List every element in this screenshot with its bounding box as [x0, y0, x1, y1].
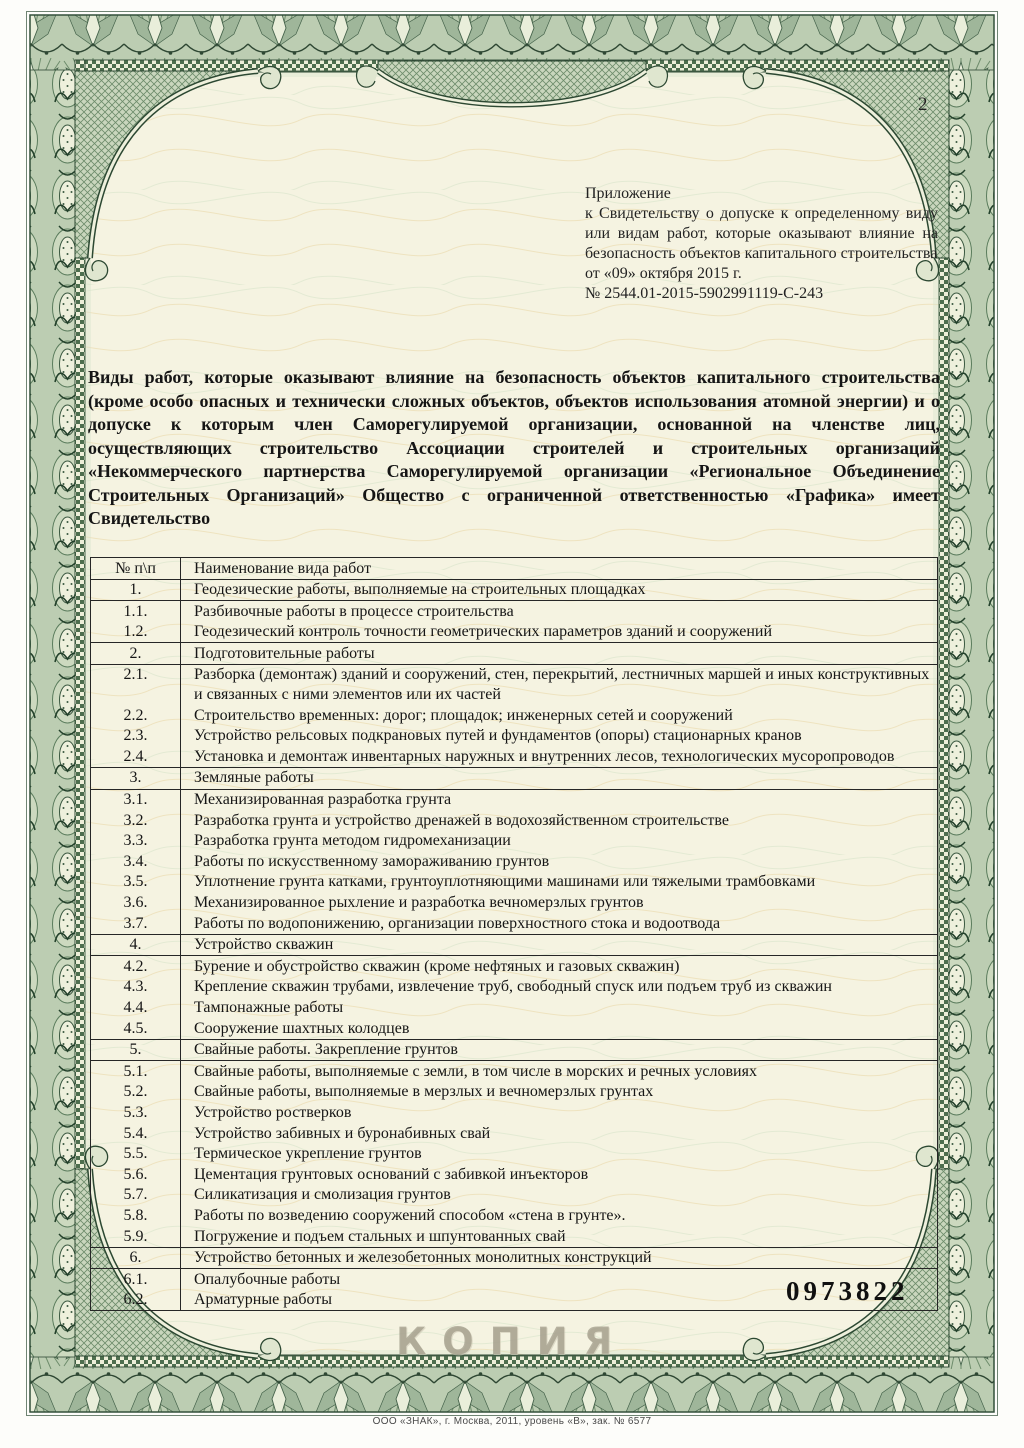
work-name-cell: Работы по водопонижению, организации поверхностного стока и водоотвода [194, 914, 721, 932]
work-name-cell: Погружение и подъем стальных и шпунтованных свай [194, 1227, 566, 1245]
row-number-cell: 3.7. [91, 913, 181, 934]
row-number-cell: 1.2. [91, 622, 181, 643]
work-row [91, 997, 938, 1018]
row-number-cell: 3.3. [91, 831, 181, 852]
printer-line: ООО «ЗНАК», г. Москва, 2011, уровень «В», зак. № 6577 [372, 1416, 652, 1427]
work-name-cell: Свайные работы. Закрепление грунтов [181, 1039, 938, 1061]
row-number-cell: 3. [91, 767, 181, 789]
appendix-number: № 2544.01-2015-5902991119-С-243 [585, 285, 824, 302]
table-header-row [91, 558, 938, 580]
work-name-cell: Установка и демонтаж инвентарных наружных и внутренних лесов, технологических мусоропроводов [194, 747, 895, 765]
row-number-cell: 5.3. [91, 1102, 181, 1123]
group-row [91, 1039, 938, 1061]
work-name-cell: Устройство бетонных и железобетонных монолитных конструкций [181, 1247, 938, 1269]
work-name-cell: Механизированное рыхление и разработка вечномерзлых грунтов [194, 894, 644, 911]
work-row [91, 789, 938, 810]
work-row [91, 1061, 938, 1082]
work-row [91, 913, 938, 934]
work-name-cell: Крепление скважин трубами, извлечение труб, свободный спуск или подъем труб из скважин [194, 978, 832, 996]
row-number-cell: 3.5. [91, 872, 181, 893]
row-number-cell: 4.2. [91, 956, 181, 977]
work-row [91, 1226, 938, 1247]
work-name-cell: Разборка (демонтаж) зданий и сооружений, стен, перекрытий, лестничных маршей и иных конструктивных и связанных с ними элементов или их частей [194, 666, 930, 704]
row-number-cell: 6.1. [91, 1269, 181, 1290]
work-name-cell: Устройство забивных и буронабивных свай [194, 1124, 491, 1142]
appendix-body: к Свидетельству о допуске к определенному виду или видам работ, которые оказывают влияние на безопасность объектов капитального строительства [585, 205, 938, 262]
statement-paragraph: Виды работ, которые оказывают влияние на безопасность объектов капитального строительства (кроме особо опасных и технически сложных объектов, объектов использования атомной энергии) и о допуске к которым член Саморегулируемой организации, основанной на членстве лиц, осуществляющих строительство Ассоциации строителей и строительных организаций «Некоммерческого партнерства Саморегулируемой организации «Региональное Объединение Строительных Организаций» Общество с ограниченной ответственностью «Графика» имеет Свидетельство [88, 367, 940, 528]
work-row [91, 1164, 938, 1185]
work-name-cell: Геодезический контроль точности геометрических параметров зданий и сооружений [194, 623, 773, 641]
work-name-cell: Устройство ростверков [194, 1103, 352, 1121]
work-name-cell: Бурение и обустройство скважин (кроме нефтяных и газовых скважин) [194, 957, 680, 975]
row-number-cell: 6. [91, 1247, 181, 1269]
work-row [91, 726, 938, 747]
work-row [91, 746, 938, 767]
work-row [91, 705, 938, 726]
column-header-name: Наименование вида работ [181, 558, 938, 580]
row-number-cell: 5.1. [91, 1061, 181, 1082]
row-number-cell: 5.7. [91, 1185, 181, 1206]
work-name-cell: Свайные работы, выполняемые в мерзлых и вечномерзлых грунтах [194, 1083, 654, 1101]
work-row [91, 977, 938, 998]
work-name-cell: Работы по возведению сооружений способом «стена в грунте». [194, 1206, 626, 1224]
row-number-cell: 2. [91, 643, 181, 665]
works-table [90, 557, 938, 1311]
work-name-cell: Устройство скважин [181, 934, 938, 956]
page-number: 2 [918, 94, 928, 115]
work-row [91, 1205, 938, 1226]
work-name-cell: Разработка грунта и устройство дренажей в водохозяйственном строительстве [194, 811, 729, 829]
row-number-cell: 5.6. [91, 1164, 181, 1185]
group-row [91, 767, 938, 789]
work-name-cell: Тампонажные работы [194, 998, 344, 1016]
work-name-cell: Геодезические работы, выполняемые на строительных площадках [181, 579, 938, 601]
row-number-cell: 4.4. [91, 997, 181, 1018]
group-row [91, 1247, 938, 1269]
work-row [91, 1082, 938, 1103]
work-name-cell: Работы по искусственному замораживанию грунтов [194, 852, 550, 870]
work-name-cell: Термическое укрепление грунтов [194, 1145, 422, 1163]
work-name-cell: Арматурные работы [194, 1291, 332, 1309]
work-row [91, 1144, 938, 1165]
row-number-cell: 4.3. [91, 977, 181, 998]
group-row [91, 579, 938, 601]
work-row [91, 872, 938, 893]
appendix-block [585, 184, 938, 304]
work-row [91, 1018, 938, 1039]
row-number-cell: 3.2. [91, 810, 181, 831]
row-number-cell: 5. [91, 1039, 181, 1061]
work-row [91, 956, 938, 977]
work-row [91, 1102, 938, 1123]
appendix-title: Приложение [585, 185, 671, 202]
work-name-cell: Строительство временных: дорог; площадок; инженерных сетей и сооружений [194, 706, 733, 724]
row-number-cell: 1. [91, 579, 181, 601]
work-name-cell: Устройство рельсовых подкрановых путей и фундаментов (опоры) стационарных кранов [194, 727, 802, 745]
work-row [91, 664, 938, 705]
row-number-cell: 5.9. [91, 1226, 181, 1247]
work-name-cell: Цементация грунтовых оснований с забивкой инъекторов [194, 1165, 589, 1183]
serial-number: 0973822 [786, 1276, 909, 1306]
work-name-cell: Силикатизация и смолизация грунтов [194, 1186, 451, 1204]
row-number-cell: 2.2. [91, 705, 181, 726]
work-row [91, 1185, 938, 1206]
row-number-cell: 4.5. [91, 1018, 181, 1039]
row-number-cell: 2.1. [91, 664, 181, 705]
work-name-cell: Уплотнение грунта катками, грунтоуплотняющими машинами или тяжелыми трамбовками [194, 873, 816, 891]
work-name-cell: Разработка грунта методом гидромеханизации [194, 832, 511, 850]
row-number-cell: 5.5. [91, 1144, 181, 1165]
row-number-cell: 3.1. [91, 789, 181, 810]
work-name-cell: Опалубочные работы [194, 1270, 341, 1288]
row-number-cell: 3.4. [91, 851, 181, 872]
row-number-cell: 6.2. [91, 1290, 181, 1311]
work-row [91, 601, 938, 622]
work-row [91, 810, 938, 831]
row-number-cell: 4. [91, 934, 181, 956]
row-number-cell: 5.8. [91, 1205, 181, 1226]
work-name-cell: Свайные работы, выполняемые с земли, в том числе в морских и речных условиях [194, 1062, 757, 1080]
work-name-cell: Земляные работы [181, 767, 938, 789]
copy-watermark: КОПИЯ [395, 1320, 629, 1363]
row-number-cell: 3.6. [91, 893, 181, 914]
row-number-cell: 5.4. [91, 1123, 181, 1144]
row-number-cell: 5.2. [91, 1082, 181, 1103]
row-number-cell: 2.4. [91, 746, 181, 767]
work-name-cell: Разбивочные работы в процессе строительства [194, 602, 514, 620]
work-row [91, 1123, 938, 1144]
work-name-cell: Подготовительные работы [181, 643, 938, 665]
column-header-number: № п\п [91, 558, 181, 580]
group-row [91, 934, 938, 956]
work-name-cell: Механизированная разработка грунта [194, 791, 452, 809]
row-number-cell: 1.1. [91, 601, 181, 622]
work-row [91, 622, 938, 643]
group-row [91, 643, 938, 665]
work-row [91, 851, 938, 872]
work-name-cell: Сооружение шахтных колодцев [194, 1019, 410, 1037]
work-row [91, 893, 938, 914]
appendix-date: от «09» октября 2015 г. [585, 265, 742, 282]
row-number-cell: 2.3. [91, 726, 181, 747]
work-row [91, 831, 938, 852]
